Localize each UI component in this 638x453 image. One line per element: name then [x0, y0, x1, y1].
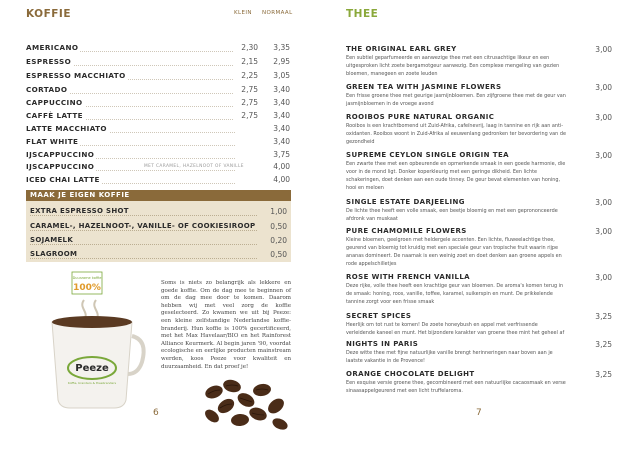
- tea-item-name: GREEN TEA WITH JASMINE FLOWERS: [346, 83, 502, 91]
- leader-dots: [30, 230, 257, 231]
- peeze-logo-text: Peeze: [75, 363, 109, 374]
- tea-item-description: Een exquise versie groene thee, gecombineerd met een natuurlijke cacaosmaak en verse sinaasappelgeurend met een licht truffelaroma.: [346, 380, 566, 394]
- tea-item-description: Kleine bloemen, geelgroen met heldergele accenten. Een lichte, fluweelachtige thee, geurend van bloemig tot kruidig met een speciale geur van tropische fruit waarin rijpe ananas domineert. De naamak is een weinig zoet en doet denken aan groene appels en rode appelschilletjes: [346, 237, 562, 267]
- extra-item-price: 1,00: [270, 207, 287, 216]
- price-klein: 2,75: [234, 98, 258, 107]
- koffie-item: [26, 161, 291, 173]
- extra-item-price: 0,50: [270, 250, 287, 259]
- tea-item-description: Rooibos is een krachtbomend uit Zuid-Afrika, cafeïnevrij, laag in tannine en rijk aan anti-oxidanten. Rooibos woont in Zuid-Afrika al eeuwenlang gedronken ter bevordering van de gezondheid: [346, 123, 566, 145]
- price-normaal: 3,75: [266, 150, 290, 159]
- column-header-normaal: NORMAAL: [262, 10, 293, 16]
- maak-je-eigen-koffie-box: [26, 190, 291, 262]
- koffie-item: [26, 84, 291, 96]
- tea-item-name: NIGHTS IN PARIS: [346, 340, 419, 348]
- koffie-item-name: CORTADO: [26, 85, 68, 94]
- tea-item-name: THE ORIGINAL EARL GREY: [346, 45, 457, 53]
- koffie-item-name: ESPRESSO: [26, 57, 72, 66]
- tea-item-name: SECRET SPICES: [346, 312, 412, 320]
- tea-item-name: ORANGE CHOCOLATE DELIGHT: [346, 370, 475, 378]
- koffie-item-note: MET CARAMEL, HAZELNOOT OF VANILLE: [144, 164, 244, 169]
- page-number-right: 7: [476, 408, 482, 418]
- koffie-item: [26, 123, 291, 135]
- extra-item-name: SOJAMELK: [30, 236, 74, 244]
- badge-top-text: Duurzame koffie: [72, 276, 102, 280]
- price-normaal: 3,40: [266, 124, 290, 133]
- leader-dots: [30, 215, 257, 216]
- tea-item-price: 3,00: [595, 113, 612, 122]
- tea-item-description: Een zwarte thee met een opbeurende en opmerkende smaak in een goede harmonie, die voor in de mond ligt. Donker koperkleurig met een geringe dikheid. Een lichte schakeringen, doet denken aan een oude tinney. De geur bevat elementen van honing, hooi en meloen: [346, 161, 566, 191]
- tea-item-price: 3,25: [595, 340, 612, 349]
- badge-percent-text: 100%: [73, 283, 101, 293]
- peeze-logo-subtext: Koffie, branders & theebranders: [67, 381, 117, 385]
- price-normaal: 4,00: [266, 162, 290, 171]
- price-klein: 2,75: [234, 85, 258, 94]
- tea-item-price: 3,00: [595, 151, 612, 160]
- price-normaal: 3,40: [266, 111, 290, 120]
- tea-item-name: ROSE WITH FRENCH VANILLA: [346, 273, 471, 281]
- tea-item-name: PURE CHAMOMILE FLOWERS: [346, 227, 467, 235]
- tea-item-price: 3,00: [595, 198, 612, 207]
- extra-item-price: 0,20: [270, 236, 287, 245]
- price-klein: 2,75: [234, 111, 258, 120]
- koffie-item: [26, 149, 291, 161]
- coffee-surface-icon: [52, 316, 132, 328]
- koffie-title: KOFFIE: [26, 8, 72, 20]
- tea-item-description: De lichte thee heeft een volle smaak, een beetje bloemig en met een geprononceerde afdronk van muskaat: [346, 208, 558, 222]
- price-klein: 2,25: [234, 71, 258, 80]
- extra-item-name: SLAGROOM: [30, 250, 78, 258]
- price-normaal: 3,05: [266, 71, 290, 80]
- page-number-left: 6: [153, 408, 159, 418]
- extra-item: [30, 236, 287, 248]
- tea-item-description: Deze rijke, volle thee heeft een krachtige geur van bloemen. De aroma's komen terug in de smaak: honing, roos, vanille, toffee, karamel, suikerspin en munt. De prikkelende tannine zorgt voor een frisse smaak: [346, 283, 564, 305]
- price-klein: 2,15: [234, 57, 258, 66]
- tea-item-description: Een frisse groene thee met geurige jasmijnbloemen. Een zijfgroene thee met de geur van jasmijnbloemen in de vroege avond: [346, 93, 566, 107]
- koffie-item-name: CAFFÈ LATTE: [26, 111, 83, 120]
- price-normaal: 3,40: [266, 98, 290, 107]
- koffie-item-name: ESPRESSO MACCHIATO: [26, 71, 126, 80]
- price-normaal: 3,35: [266, 43, 290, 52]
- leader-dots: [30, 258, 257, 259]
- koffie-item: [26, 42, 291, 54]
- koffie-item: [26, 136, 291, 148]
- koffie-item-name: FLAT WHITE: [26, 137, 79, 146]
- price-normaal: 4,00: [266, 175, 290, 184]
- tea-item-price: 3,25: [595, 370, 612, 379]
- extra-item: [30, 222, 287, 234]
- extra-item-name: EXTRA ESPRESSO SHOT: [30, 207, 129, 215]
- koffie-item-name: CAPPUCCINO: [26, 98, 83, 107]
- koffie-item-name: ICED CHAI LATTE: [26, 175, 100, 184]
- extra-item-name: CARAMEL-, HAZELNOOT-, VANILLE- OF COOKIESIROOP: [30, 222, 256, 230]
- koffie-item: [26, 56, 291, 68]
- tea-item-name: SUPREME CEYLON SINGLE ORIGIN TEA: [346, 151, 509, 159]
- tea-item-description: Deze witte thee met fijne natuurlijke vanille brengt herinneringen naar boven aan je laatste vakantie in de Provence!: [346, 350, 553, 364]
- tea-item-name: ROOIBOS PURE NATURAL ORGANIC: [346, 113, 495, 121]
- koffie-item: [26, 174, 291, 186]
- price-klein: 2,30: [234, 43, 258, 52]
- tea-item-description: Een subtiel geparfumeerde en aanwezige thee met een citrusachtige likeur en een uitgesproken licht zoete bergamotgeur aanwezig. Een complexe mengeling van gezien bloemen, manegeen en zoete leuden: [346, 55, 560, 77]
- koffie-item: [26, 110, 291, 122]
- column-header-klein: KLEIN: [234, 10, 252, 16]
- tea-item-price: 3,00: [595, 83, 612, 92]
- coffee-cup-illustration: [34, 270, 150, 410]
- tea-item-price: 3,25: [595, 312, 612, 321]
- extra-item: [30, 250, 287, 262]
- tea-item-price: 3,00: [595, 227, 612, 236]
- koffie-item-name: IJSCAPPUCCINO: [26, 162, 95, 171]
- koffie-item-name: IJSCAPPUCCINO: [26, 150, 95, 159]
- koffie-item-name: AMERICANO: [26, 43, 79, 52]
- extra-item: [30, 207, 287, 219]
- price-normaal: 3,40: [266, 137, 290, 146]
- koffie-item: [26, 97, 291, 109]
- leader-dots: [30, 244, 257, 245]
- box-title: MAAK JE EIGEN KOFFIE: [26, 190, 291, 201]
- tea-item-name: SINGLE ESTATE DARJEELING: [346, 198, 465, 206]
- koffie-item-name: LATTE MACCHIATO: [26, 124, 107, 133]
- price-normaal: 3,40: [266, 85, 290, 94]
- koffie-intro-text: Soms is niets zo belangrijk als lekkere en goede koffie. Om de dag mee te beginnen of om de dag mee door te komen. Daarom hebben wij met veel zorg de koffie geselecteerd. Zo kwamen we uit bij Peeze: een kleine zelfstandige Nederlandse koffie-branderij. Hun koffie is 100% gecertificeerd, met het Max Havelaar/BIO en het Rainforest Alliance Keurmerk. Al begin jaren '90, voordat ecologische en eerlijke producten mainstream werden, koos Peeze voor kwaliteit en duurzaamheid. En dat proef je!: [161, 280, 291, 370]
- tea-item-price: 3,00: [595, 45, 612, 54]
- koffie-item: [26, 70, 291, 82]
- price-normaal: 2,95: [266, 57, 290, 66]
- tea-item-description: Heerlijk om tot rust te komen! De zoete honeybush en appel met verfrissende verleidende kaneel en munt. Het bijzondere karakter van groene thee mint het geheel af: [346, 322, 565, 336]
- tea-item-price: 3,00: [595, 273, 612, 282]
- coffee-beans-illustration: [200, 372, 292, 432]
- thee-title: THEE: [346, 8, 379, 20]
- thee-page: [319, 0, 638, 453]
- extra-item-price: 0,50: [270, 222, 287, 231]
